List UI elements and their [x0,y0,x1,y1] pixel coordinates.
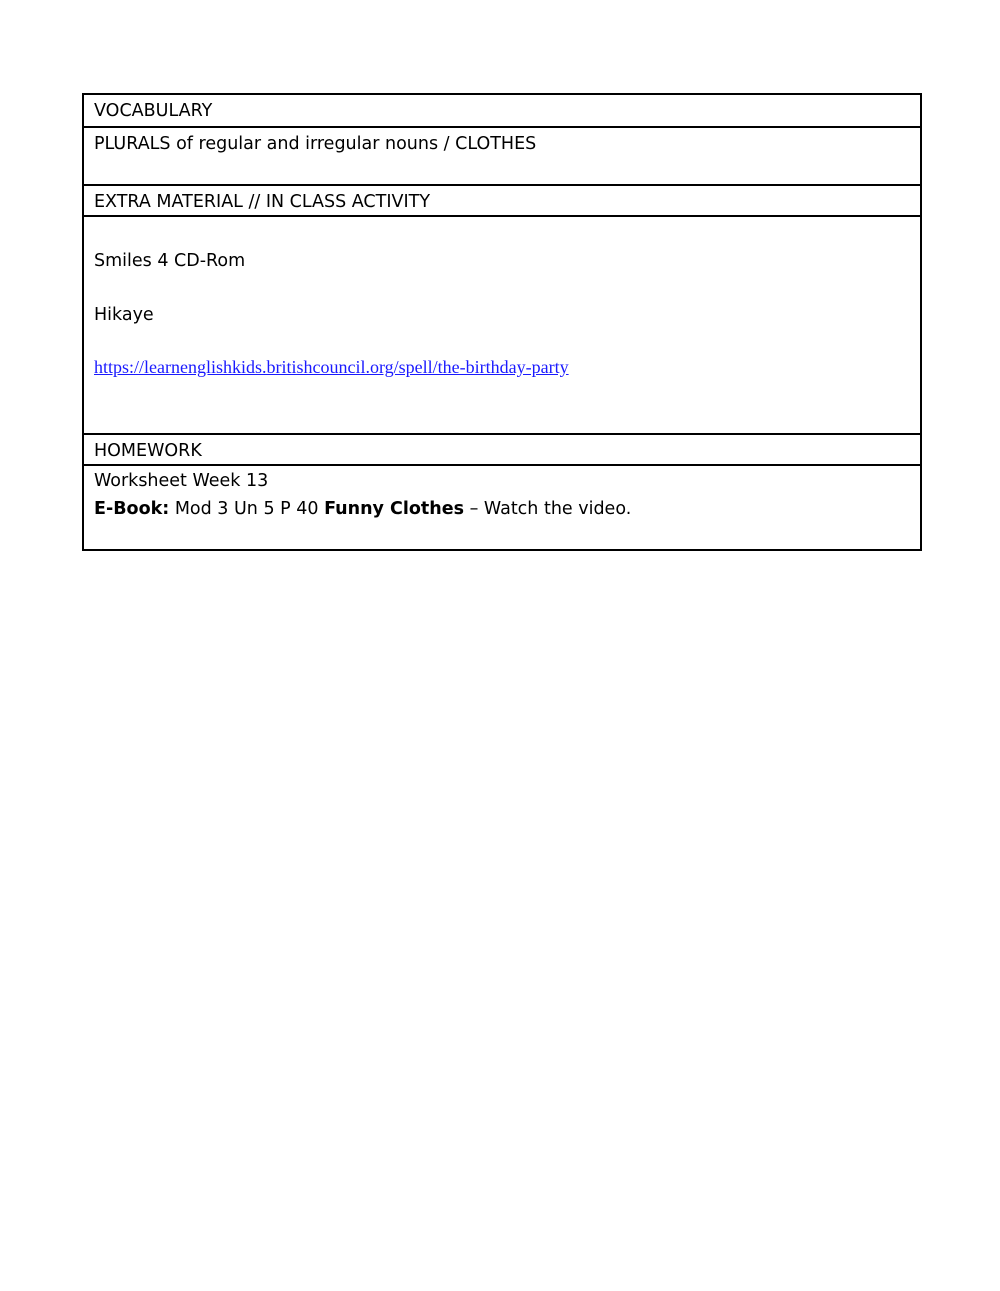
extra-material-content [84,215,920,433]
homework-worksheet: Worksheet Week 13 [94,471,269,491]
ebook-reference: Mod 3 Un 5 P 40 [169,499,325,519]
ebook-title: Funny Clothes [324,499,465,519]
extra-item-hikaye: Hikaye [94,305,154,325]
extra-item-cd-rom: Smiles 4 CD-Rom [94,251,246,271]
ebook-instruction: – Watch the video. [464,499,632,519]
homework-ebook-line [94,495,910,523]
homework-header: HOMEWORK [84,433,920,464]
lesson-plan-table [82,93,922,551]
vocabulary-header: VOCABULARY [94,101,213,121]
birthday-party-link[interactable]: https://learnenglishkids.britishcouncil.org/spell/the-birthday-party [94,357,569,377]
ebook-label: E-Book: [94,499,170,519]
vocabulary-content: PLURALS of regular and irregular nouns / CLOTHES [84,126,920,184]
extra-material-header: EXTRA MATERIAL // IN CLASS ACTIVITY [84,184,920,215]
homework-content [84,464,920,549]
